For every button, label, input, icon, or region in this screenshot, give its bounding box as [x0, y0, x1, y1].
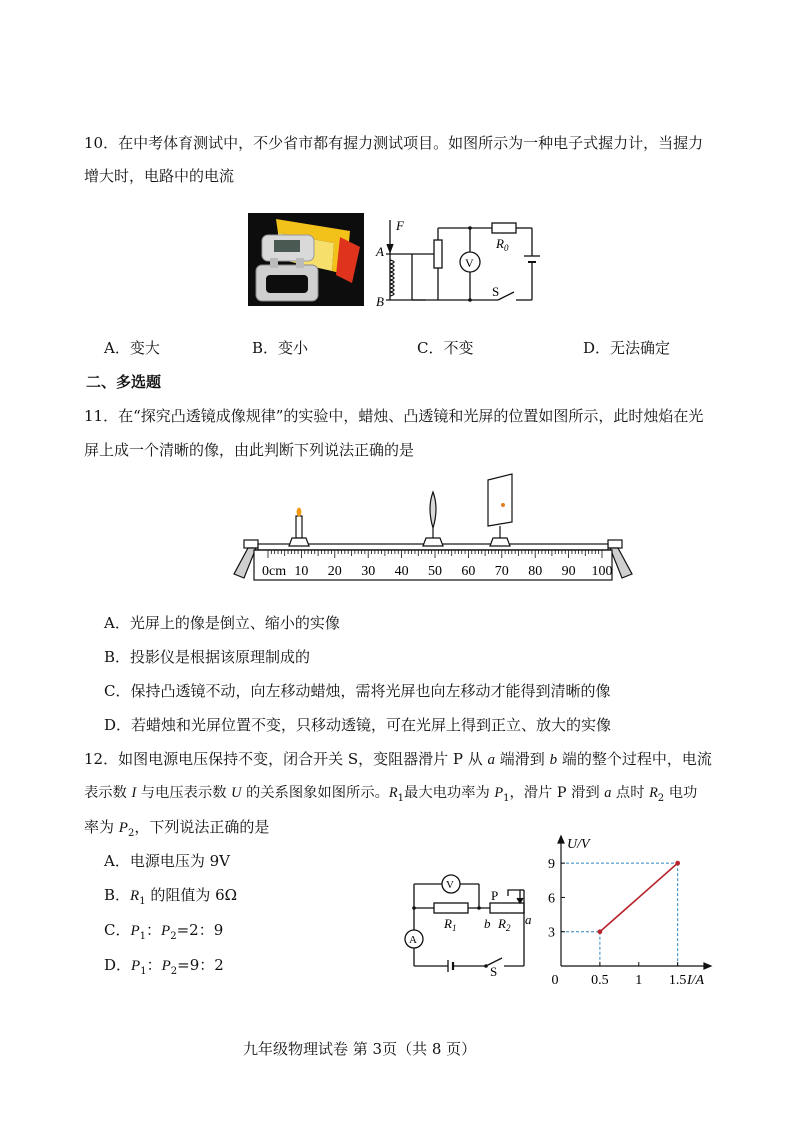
q12-option-b: B．$R_1$ 的阻值为 6Ω — [104, 886, 238, 907]
label-a-meter: A — [409, 934, 417, 946]
grip-dynamometer-image — [248, 213, 364, 306]
q10-line1: 10．在中考体育测试中，不少省市都有握力测试项目。如图所示为一种电子式握力计，当握力 — [84, 134, 704, 152]
light-screen — [488, 474, 512, 526]
y-tick-label: 9 — [548, 857, 555, 873]
label-b-end: b — [484, 916, 491, 931]
label-p: P — [491, 888, 499, 903]
q10-circuit-diagram — [374, 216, 544, 310]
q12-u-i-graph — [545, 834, 720, 986]
q12-option-a: A．电源电压为 9V — [104, 852, 230, 870]
x-tick-label: 0.5 — [591, 973, 609, 986]
q10-line2: 增大时，电路中的电流 — [84, 167, 235, 185]
q11-line1: 11．在“探究凸透镜成像规律”的实验中，蜡烛、凸透镜和光屏的位置如图所示，此时烛焰在光 — [84, 407, 704, 425]
label-a-end: a — [525, 912, 532, 927]
q12-circuit-diagram — [400, 868, 540, 978]
label-s: S — [490, 964, 498, 978]
q10-option-b: B．变小 — [252, 339, 309, 357]
q11-line2: 屏上成一个清晰的像，由此判断下列说法正确的是 — [84, 441, 415, 459]
q12-option-c: C．$P_1$：$P_2=2$：9 — [104, 921, 224, 942]
resistor-r1 — [434, 903, 468, 913]
x-axis-label: I/A — [687, 973, 705, 986]
q12-line1: 12．如图电源电压保持不变，闭合开关 S，变阻器滑片 P 从 a 端滑到 b 端的整个过程中，电流 — [84, 750, 712, 768]
label-r2: $R_2$ — [498, 916, 511, 933]
bench-tick-label: 80 — [528, 564, 543, 579]
y-tick-label: 3 — [548, 925, 555, 941]
q11-option-c: C．保持凸透镜不动，向左移动蜡烛，需将光屏也向左移动才能得到清晰的像 — [104, 682, 611, 700]
label-r0: $R_0$ — [496, 236, 509, 253]
q12-line3: 率为 $P_2$，下列说法正确的是 — [84, 818, 270, 839]
convex-lens — [430, 492, 436, 528]
data-line — [600, 863, 678, 932]
q12-line2: 表示数 I 与电压表示数 U 的关系图象如图所示。$R_1$最大电功率为 $P_1$，滑片 P 滑到 a 点时 $R_2$ 电功 — [84, 785, 698, 804]
label-a: A — [376, 244, 384, 259]
bench-tick-label: 20 — [327, 564, 342, 579]
bench-tick-label: 0cm — [262, 564, 287, 579]
slide-resistor — [434, 240, 442, 268]
section-heading: 二、多选题 — [86, 373, 162, 391]
q11-option-b: B．投影仪是根据该原理制成的 — [104, 648, 311, 666]
page-footer: 九年级物理试卷 第 3页（共 8 页） — [243, 1040, 477, 1058]
q10-option-c: C．不变 — [417, 339, 474, 357]
label-b: B — [376, 294, 384, 309]
bench-tick-label: 10 — [294, 564, 309, 579]
data-point — [597, 929, 602, 934]
bench-tick-label: 50 — [428, 564, 442, 579]
q11-option-d: D．若蜡烛和光屏位置不变，只移动透镜，可在光屏上得到正立、放大的实像 — [104, 716, 612, 734]
y-axis-arrow — [558, 836, 564, 843]
label-v: V — [465, 256, 474, 270]
resistor-r0 — [492, 223, 516, 233]
candle-flame — [297, 508, 302, 517]
bench-tick-label: 100 — [591, 564, 613, 579]
x-axis-arrow — [704, 963, 711, 969]
label-f: F — [396, 218, 404, 233]
y-tick-label: 6 — [548, 891, 555, 907]
y-axis-label: U/V — [567, 837, 590, 852]
data-point — [675, 861, 680, 866]
q10-option-a: A．变大 — [104, 339, 160, 357]
rheostat-r2 — [490, 903, 524, 913]
x-tick-label: 0 — [551, 973, 559, 986]
image-on-screen — [501, 503, 505, 507]
candle — [296, 516, 302, 538]
label-s: S — [492, 284, 500, 299]
optical-bench-diagram — [230, 470, 636, 586]
bench-tick-label: 30 — [361, 564, 376, 579]
x-tick-label: 1 — [635, 973, 643, 986]
q10-option-d: D．无法确定 — [583, 339, 671, 357]
bench-tick-label: 40 — [394, 564, 409, 579]
bench-tick-label: 70 — [494, 564, 509, 579]
bench-tick-label: 60 — [461, 564, 476, 579]
x-tick-label: 1.5 — [668, 973, 687, 986]
q11-option-a: A．光屏上的像是倒立、缩小的实像 — [104, 614, 340, 632]
q12-option-d: D．$P_1$：$P_2=9$：2 — [104, 956, 224, 977]
switch-s — [498, 292, 514, 300]
label-r1: $R_1$ — [444, 916, 457, 933]
label-v: V — [446, 879, 454, 891]
bench-tick-label: 90 — [561, 564, 576, 579]
